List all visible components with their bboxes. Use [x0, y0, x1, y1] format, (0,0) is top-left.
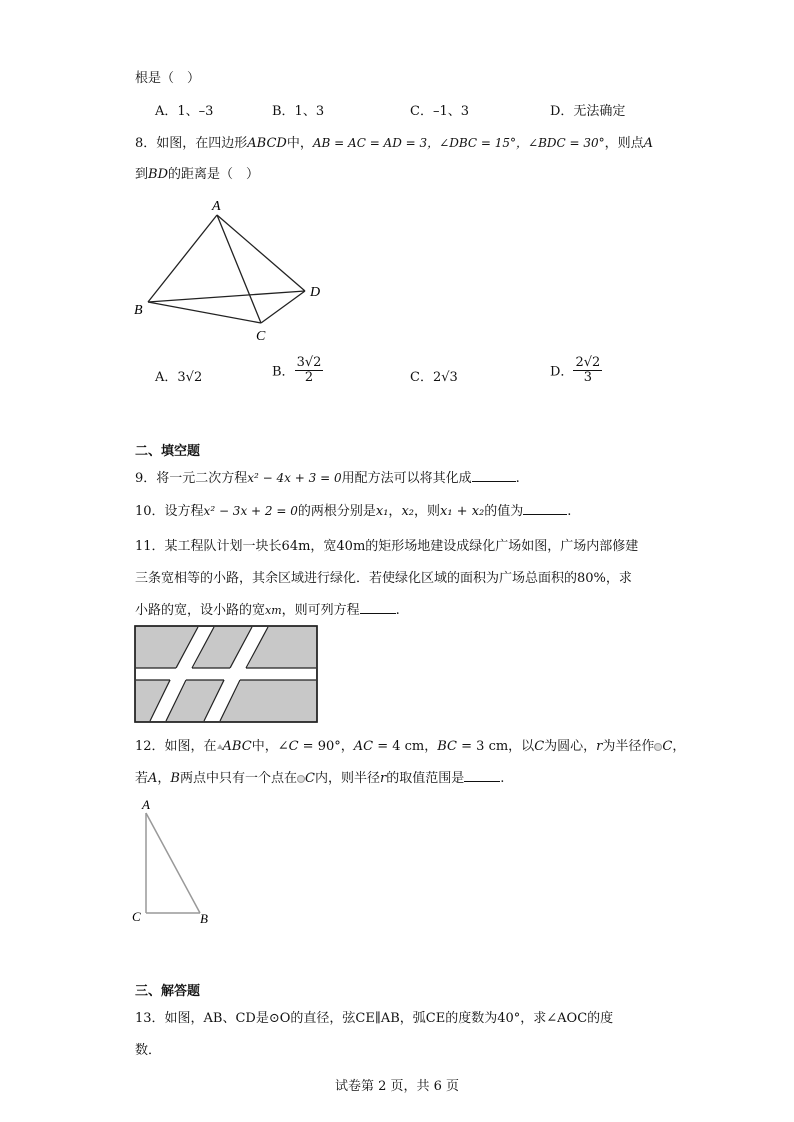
q8-option-a: A．3√2 [155, 370, 203, 385]
q12-answer-blank[interactable] [464, 771, 500, 782]
q8-line1: 8．如图，在四边形ABCD中，AB = AC = AD = 3，∠DBC = 15°，∠BDC = 30°，则点A [135, 136, 654, 151]
edge-ac [217, 215, 261, 323]
q10-answer-blank[interactable] [523, 504, 567, 515]
q13-line2: 数． [135, 1043, 162, 1058]
section-fill-in-heading: 二、填空题 [135, 444, 201, 459]
q12-line1: 12．如图，在 ABC中，∠C = 90°，AC = 4 cm，BC = 3 cm，以C为圆心，r为半径作 C， [135, 739, 686, 754]
q10-text: 10．设方程x² − 3x + 2 = 0的两根分别是x₁，x₂，则x₁ + x₂的值为 . [135, 504, 572, 519]
label-b: B [200, 911, 208, 926]
q8-option-c: C．2√3 [410, 370, 458, 385]
section-answer-heading: 三、解答题 [135, 984, 201, 999]
q11-line1: 11．某工程队计划一块长64m，宽40m的矩形场地建设成绿化广场如图，广场内部修建 [135, 539, 639, 554]
q7-option-d: D．无法确定 [550, 104, 626, 119]
label-a: A [212, 199, 221, 214]
q7-option-a: A．1、–3 [155, 104, 214, 119]
edge-bd [148, 291, 305, 302]
q12-right-triangle-figure [130, 795, 220, 930]
page-footer: 试卷第 2 页，共 6 页 [334, 1079, 460, 1094]
q8-option-b: B． $\frac{3√2}{2}$ [272, 355, 322, 385]
q11-answer-blank[interactable] [360, 603, 396, 614]
label-d: D [310, 285, 321, 300]
side-ab [146, 813, 200, 913]
label-c: C [256, 329, 266, 344]
q11-line3: 小路的宽，设小路的宽xm，则可列方程 . [135, 603, 400, 618]
label-a: A [142, 797, 150, 812]
q7-option-b: B．1、3 [272, 104, 325, 119]
q9-answer-blank[interactable] [472, 471, 516, 482]
q8-quadrilateral-figure [128, 192, 338, 347]
label-b: B [134, 303, 143, 318]
edge-cd [261, 291, 305, 323]
q8-line2: 到BD的距离是（ ） [135, 167, 260, 182]
edge-bc [148, 302, 261, 323]
q11-line2: 三条宽相等的小路，其余区域进行绿化．若使绿化区域的面积为广场总面积的80%，求 [135, 571, 632, 586]
q11-plaza-figure [134, 625, 320, 725]
q9-text: 9．将一元二次方程x² − 4x + 3 = 0用配方法可以将其化成 . [135, 471, 520, 486]
q7-continuation: 根是（ ） [135, 71, 201, 86]
label-c: C [132, 909, 141, 924]
q8-option-d: D． $\frac{2√2}{3}$ [550, 355, 601, 385]
q13-line1: 13．如图，AB、CD是⊙O的直径，弦CE∥AB，弧CE的度数为40°，求∠AOC的度 [135, 1011, 614, 1026]
q7-option-c: C．–1、3 [410, 104, 469, 119]
circle-icon [297, 775, 305, 783]
edge-ad [217, 215, 305, 291]
q12-line2: 若A，B两点中只有一个点在 C内，则半径r的取值范围是 . [135, 771, 505, 786]
edge-ab [148, 215, 217, 302]
